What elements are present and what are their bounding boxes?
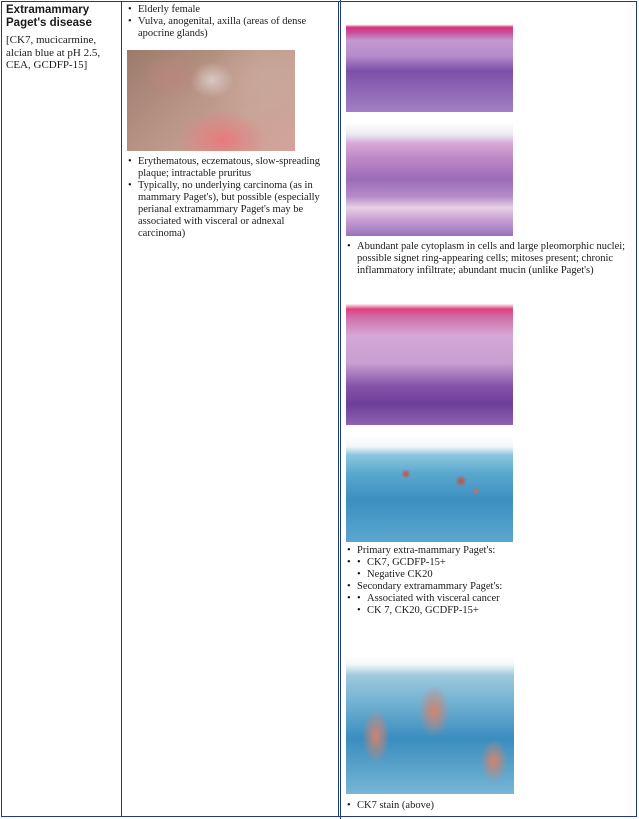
column-divider — [340, 0, 341, 819]
caption-list — [345, 800, 630, 812]
clinical-features-bottom — [126, 156, 331, 240]
disease-column — [2, 2, 122, 816]
list-item: • • CK7, GCDFP-15+ — [355, 557, 630, 569]
list-item: • Elderly female — [126, 4, 331, 16]
clinical-features-top — [126, 4, 331, 40]
histology-micrograph-2 — [346, 123, 513, 236]
list-item: • Secondary extramammary Paget's: — [345, 581, 630, 593]
histology-features — [345, 241, 630, 277]
clinical-photo — [127, 50, 295, 151]
figure-caption: • CK7 stain (above) — [345, 800, 630, 812]
histology-micrograph-3 — [346, 287, 513, 425]
stain-list: [CK7, mucicarmine, alcian blue at pH 2.5, CEA, GCDFP-15] — [6, 34, 101, 72]
list-item: • Negative CK20 — [355, 569, 630, 581]
primary-sublist — [355, 557, 630, 581]
list-item: • CK 7, CK20, GCDFP-15+ — [355, 605, 630, 617]
list-item: • Primary extra-mammary Paget's: — [345, 545, 630, 557]
sublist-wrapper — [345, 557, 630, 581]
list-item: • Typically, no underlying carcinoma (as in mammary Paget's), but possible (especially perianal extramammary Paget's may be associated with visceral or adnexal carcinoma) — [126, 180, 331, 240]
secondary-sublist — [355, 593, 630, 617]
list-item: • Erythematous, eczematous, slow-spreading plaque; intractable pruritus — [126, 156, 331, 180]
histology-micrograph-1 — [346, 10, 513, 112]
ck7-micrograph — [346, 656, 514, 794]
list-item: • Abundant pale cytoplasm in cells and large pleomorphic nuclei; possible signet ring-appearing cells; mitoses present; chronic inflammatory infiltrate; abundant mucin (unlike Paget's) — [345, 241, 630, 277]
disease-title: Extramammary Paget's disease — [6, 4, 92, 29]
immunostain-features — [345, 545, 630, 617]
list-item: • • Associated with visceral cancer — [355, 593, 630, 605]
list-item: • Vulva, anogenital, axilla (areas of dense apocrine glands) — [126, 16, 331, 40]
sublist-wrapper — [345, 593, 630, 617]
alcian-blue-micrograph — [346, 436, 513, 542]
entry-table — [1, 1, 637, 817]
